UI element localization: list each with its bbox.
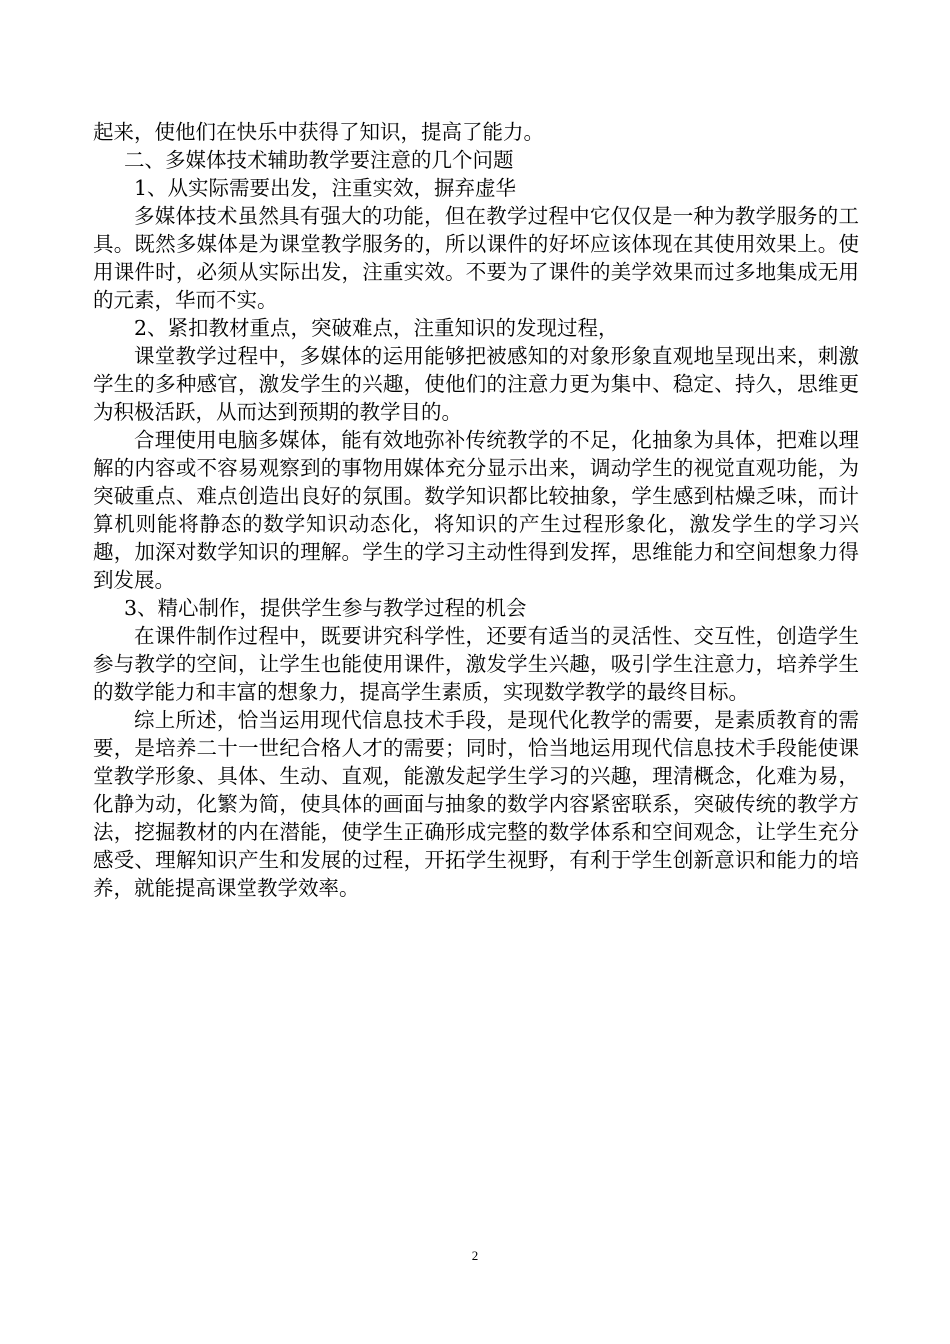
document-body [93, 118, 859, 902]
section-heading: 二、多媒体技术辅助教学要注意的几个问题 [124, 148, 514, 172]
paragraph: 合理使用电脑多媒体，能有效地弥补传统教学的不足，化抽象为具体，把难以理解的内容或不容易观察到的事物用媒体充分显示出来，调动学生的视觉直观功能，为突破重点、难点创造出良好的氛围。数学知识都比较抽象，学生感到枯燥乏味，而计算机则能将静态的数学知识动态化，将知识的产生过程形象化，激发学生的学习兴趣，加深对数学知识的理解。学生的学习主动性得到发挥，思维能力和空间想象力得到发展。 [93, 428, 859, 592]
paragraph: 多媒体技术虽然具有强大的功能，但在教学过程中它仅仅是一种为教学服务的工具。既然多媒体是为课堂教学服务的，所以课件的好坏应该体现在其使用效果上。使用课件时，必须从实际出发，注重实效。不要为了课件的美学效果而过多地集成无用的元素，华而不实。 [93, 204, 859, 312]
paragraph: 在课件制作过程中，既要讲究科学性，还要有适当的灵活性、交互性，创造学生参与教学的空间，让学生也能使用课件，激发学生兴趣，吸引学生注意力，培养学生的数学能力和丰富的想象力，提高学生素质，实现数学教学的最终目标。 [93, 624, 859, 704]
paragraph: 综上所述，恰当运用现代信息技术手段，是现代化教学的需要，是素质教育的需要，是培养二十一世纪合格人才的需要；同时，恰当地运用现代信息技术手段能使课堂教学形象、具体、生动、直观，能激发起学生学习的兴趣，理清概念，化难为易，化静为动，化繁为简，使具体的画面与抽象的数学内容紧密联系，突破传统的教学方法，挖掘教材的内在潜能，使学生正确形成完整的数学体系和空间观念，让学生充分感受、理解知识产生和发展的过程，开拓学生视野，有利于学生创新意识和能力的培养，就能提高课堂教学效率。 [93, 708, 859, 900]
subsection-heading: 1、从实际需要出发，注重实效，摒弃虚华 [134, 176, 517, 200]
paragraph: 课堂教学过程中，多媒体的运用能够把被感知的对象形象直观地呈现出来，刺激学生的多种感官，激发学生的兴趣，使他们的注意力更为集中、稳定、持久，思维更为积极活跃，从而达到预期的教学目的。 [93, 344, 859, 424]
subsection-heading: 2、紧扣教材重点，突破难点，注重知识的发现过程， [134, 316, 619, 340]
subsection-heading: 3、精心制作，提供学生参与教学过程的机会 [124, 596, 527, 620]
paragraph-continuation: 起来，使他们在快乐中获得了知识，提高了能力。 [93, 120, 544, 144]
page-number: 2 [471, 1248, 479, 1263]
